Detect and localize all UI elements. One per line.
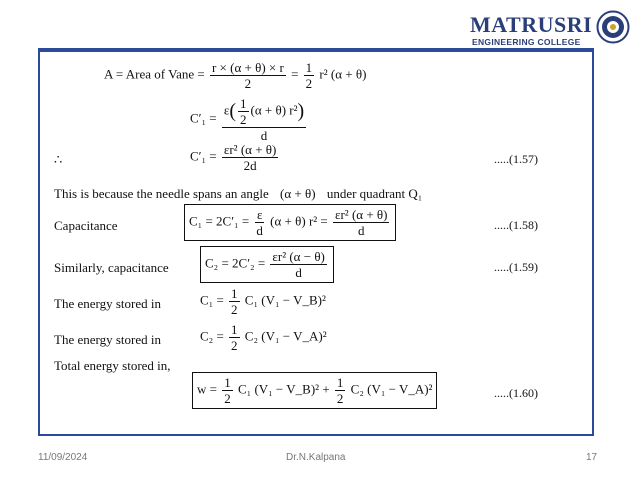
sim-fraction	[270, 249, 326, 280]
eq-number-159: .....(1.59)	[494, 260, 538, 274]
area-den: 2	[244, 76, 252, 91]
energy2-half	[229, 322, 240, 353]
w-half1-num: 1	[224, 375, 231, 390]
w-half1-den: 2	[224, 391, 231, 406]
footer-page-number: 17	[586, 452, 598, 463]
because-sentence	[54, 186, 422, 202]
w-half2	[335, 375, 346, 406]
c1-fraction	[222, 96, 306, 143]
capacitance-box	[184, 204, 396, 241]
energy2-half-num: 1	[231, 322, 238, 337]
cap-r-den: d	[358, 223, 365, 238]
total-energy-label: Total energy stored in,	[54, 358, 171, 373]
eq-number-157: .....(1.57)	[494, 152, 538, 166]
energy1-equation	[200, 286, 326, 317]
area-num: r × (α + θ) × r	[211, 60, 284, 75]
sim-num: εr² (α − θ)	[272, 249, 325, 264]
energy1-half-num: 1	[231, 286, 238, 301]
because-tail: under quadrant Q₁	[326, 186, 423, 201]
c1-lhs: C′₁ =	[190, 110, 217, 126]
slide-content	[42, 52, 590, 432]
cap-mid: (α + θ) r² =	[270, 213, 328, 229]
sim-eq-a: C₂ = 2C′₂ =	[205, 255, 266, 271]
energy1-lhs: C₁ =	[200, 292, 224, 308]
cap-eq-a: C₁ = 2C′₁ =	[189, 213, 250, 229]
c1b-lhs: C′₁ =	[190, 148, 217, 164]
w-box	[192, 372, 437, 409]
footer-author: Dr.N.Kalpana	[286, 452, 346, 463]
because-angle: (α + θ)	[280, 186, 316, 201]
c1-half-num: 1	[240, 96, 247, 111]
w-half2-den: 2	[336, 391, 344, 406]
c1b-fraction	[222, 142, 278, 173]
sim-den: d	[295, 265, 302, 280]
cap-eps-fraction	[254, 207, 265, 238]
c1-equation	[190, 96, 308, 143]
energy1-tail: C₁ (V₁ − V_B)²	[244, 292, 326, 308]
eq-number-158: .....(1.58)	[494, 218, 538, 232]
c1-num-tail: (α + θ) r²	[250, 102, 298, 118]
energy1-half-den: 2	[231, 302, 238, 317]
w-half2-num: 1	[336, 375, 344, 390]
c1-den: d	[260, 128, 268, 143]
c1-half	[238, 96, 249, 127]
c1-num: ε( $\frac{1}{2}$ (α + θ) r²)	[223, 96, 305, 127]
energy2-half-den: 2	[231, 338, 238, 353]
capacitance-equation	[184, 204, 396, 241]
logo-subtitle: ENGINEERING COLLEGE	[472, 37, 581, 47]
w-equation	[192, 372, 437, 409]
c1b-num: εr² (α + θ)	[223, 142, 277, 157]
c1-half-den: 2	[240, 112, 247, 127]
area-half-num: 1	[305, 60, 313, 75]
college-emblem-icon	[596, 10, 630, 44]
energy2-lhs: C₂ =	[200, 328, 224, 344]
area-eq2: =	[291, 66, 299, 82]
energy2-equation	[200, 322, 327, 353]
energy2-tail: C₂ (V₁ − V_A)²	[244, 328, 327, 344]
cap-eps-num: ε	[256, 207, 263, 222]
college-logo	[470, 8, 630, 50]
area-fraction	[210, 60, 286, 91]
c1b-equation	[190, 142, 280, 173]
area-half-den: 2	[305, 76, 313, 91]
energy1-half	[229, 286, 240, 317]
cap-r-fraction	[333, 207, 389, 238]
because-text: This is because the needle spans an angle	[54, 186, 269, 201]
similarly-label: Similarly, capacitance	[54, 260, 169, 275]
similarly-equation	[200, 246, 334, 283]
area-label: A = Area of Vane =	[104, 66, 205, 82]
cap-eps-den: d	[256, 223, 263, 238]
therefore-symbol: ∴	[54, 152, 63, 167]
capacitance-label: Capacitance	[54, 218, 118, 233]
energy1-label: The energy stored in	[54, 296, 161, 311]
area-tail: r² (α + θ)	[319, 66, 367, 82]
w-half1	[222, 375, 233, 406]
c1-eps: ε	[223, 102, 230, 118]
w-term1: C₁ (V₁ − V_B)² +	[237, 381, 330, 397]
area-equation	[104, 60, 366, 91]
w-term2: C₂ (V₁ − V_A)²	[350, 381, 433, 397]
footer-date: 11/09/2024	[38, 452, 88, 463]
logo-name: MATRUSRI	[470, 12, 593, 37]
cap-r-num: εr² (α + θ)	[335, 207, 388, 222]
energy2-label: The energy stored in	[54, 332, 161, 347]
c1b-den: 2d	[243, 158, 257, 173]
similarly-box	[200, 246, 334, 283]
area-half	[304, 60, 315, 91]
eq-number-160: .....(1.60)	[494, 386, 538, 400]
w-lhs: w =	[197, 381, 217, 397]
